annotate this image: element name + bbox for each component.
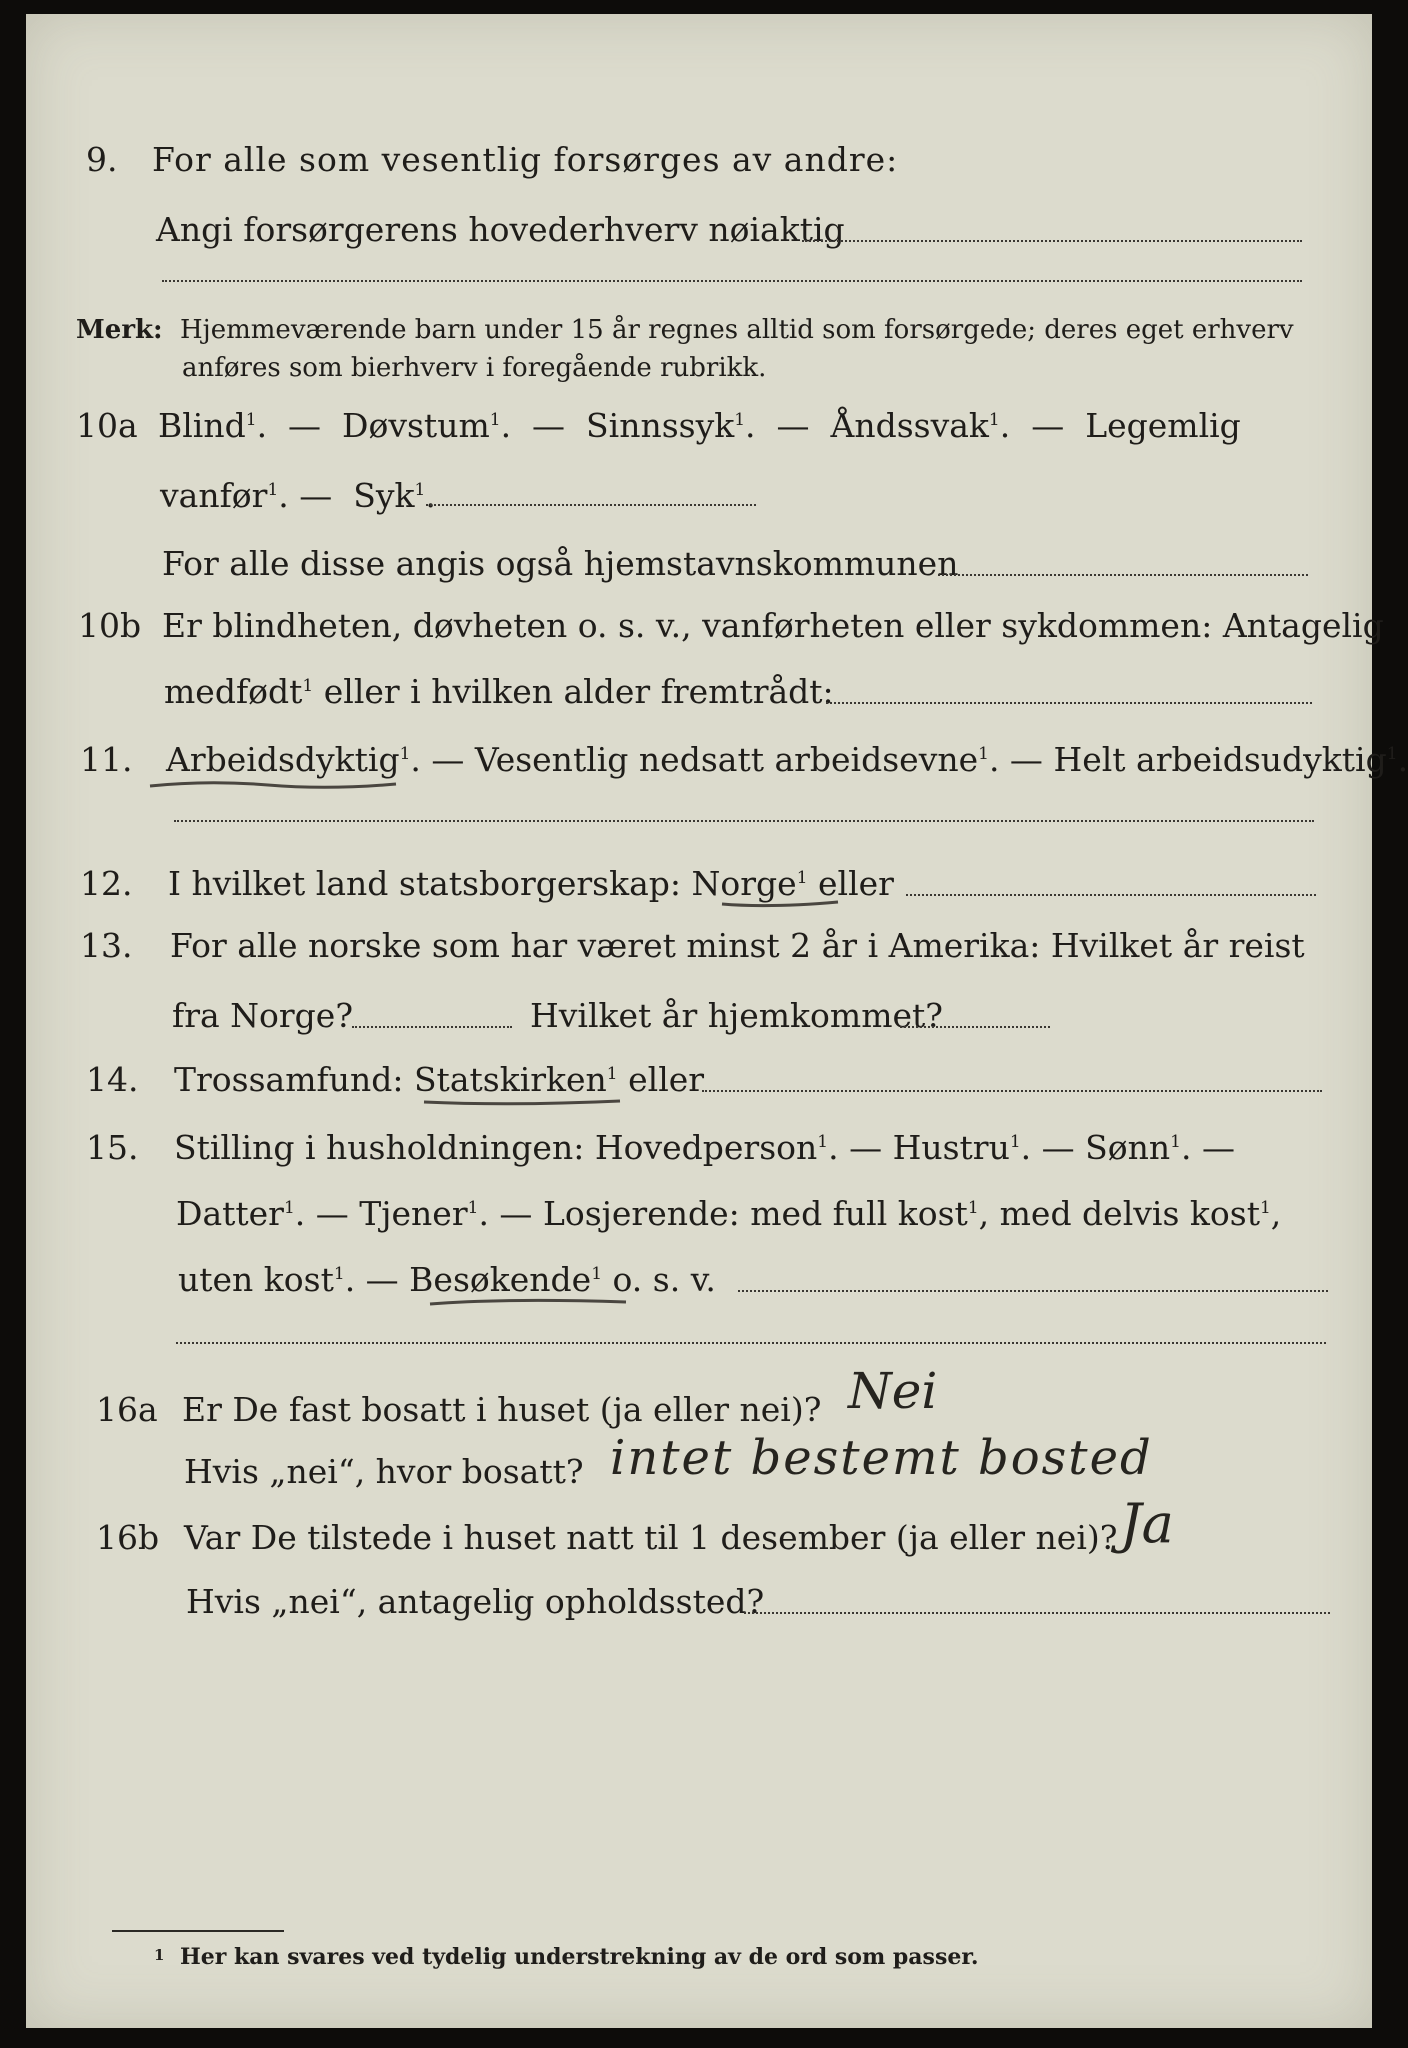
merk-label: Merk: [76,315,163,345]
option-legemlig[interactable]: Legemlig [1085,406,1241,445]
footnote-mark: 1 [154,1946,165,1964]
option-andssvak[interactable]: Åndssvak [830,406,989,445]
q16a-number: 16a [96,1390,158,1429]
q16b-prompt: Var De tilstede i huset natt til 1 desember (ja eller nei)? [184,1518,1118,1557]
option-blind[interactable]: Blind [158,406,246,445]
option-hustru[interactable]: Hustru [892,1128,1010,1167]
option-arbeidsudyktig[interactable]: Helt arbeidsudyktig [1053,740,1387,779]
q16a-prompt: Er De fast bosatt i huset (ja eller nei)? [182,1390,822,1429]
q14-number: 14. [86,1060,139,1099]
q12-answer-line[interactable] [906,894,1316,896]
besokende-underline [428,1296,628,1304]
q9-number: 9. [86,140,118,179]
q10a-options-2: vanfør$^1$. — Syk$^1$. [160,476,436,515]
q11-extra-answer-line[interactable] [174,820,1314,822]
arbeidsdyktig-underline [148,778,398,786]
q16a-bosatt-handwritten-answer[interactable]: intet bestemt bosted [610,1430,1153,1486]
q15-extra-answer-line[interactable] [176,1342,1326,1344]
option-norge[interactable]: Norge [691,864,797,903]
option-nedsatt[interactable]: Vesentlig nedsatt arbeidsevne [474,740,979,779]
option-sonn[interactable]: Sønn [1085,1128,1171,1167]
q10a-hjemstavn-answer-line[interactable] [938,574,1308,576]
option-dovstum[interactable]: Døvstum [342,406,490,445]
option-vanfor[interactable]: vanfør [160,476,268,515]
q9-answer-line[interactable] [802,240,1302,242]
option-full-kost[interactable]: med full kost [750,1194,968,1233]
q15-options-1: Stilling i husholdningen: Hovedperson$^1$. — Hustru$^1$. — Sønn$^1$. — [174,1128,1235,1167]
footnote-rule [112,1930,284,1932]
q12-number: 12. [80,864,133,903]
q14-answer-line[interactable] [702,1090,1322,1092]
q13-hjemkommet-prompt: Hvilket år hjemkommet? [530,996,943,1035]
q10a-options: Blind$^1$. — Døvstum$^1$. — Sinnssyk$^1$. — Åndssvak$^1$. — Legemlig [158,406,1241,445]
q10b-answer-line[interactable] [826,702,1312,704]
footnote-text: Her kan svares ved tydelig understrekning av de ord som passer. [180,1944,979,1970]
q16a-handwritten-answer[interactable]: Nei [848,1362,938,1420]
q10b-prompt: Er blindheten, døvheten o. s. v., vanførheten eller sykdommen: Antagelig [162,606,1384,645]
q16a-bosatt-prompt: Hvis „nei“, hvor bosatt? [184,1452,584,1491]
q15-answer-line[interactable] [738,1290,1328,1292]
q13-reist-answer-line[interactable] [352,1026,512,1028]
q13-reist-prompt: fra Norge? [172,996,354,1035]
option-datter[interactable]: Datter [176,1194,284,1233]
option-syk[interactable]: Syk [353,476,415,515]
statskirken-underline [422,1096,622,1104]
q10b-number: 10b [78,606,142,645]
q16b-handwritten-answer[interactable]: Ja [1120,1492,1174,1555]
q13-hjemkommet-answer-line[interactable] [900,1026,1050,1028]
option-statskirken[interactable]: Statskirken [413,1060,607,1099]
merk-text-1: Hjemmeværende barn under 15 år regnes alltid som forsørgede; deres eget erhverv [180,315,1294,345]
option-medfodt[interactable]: medfødt [164,672,303,711]
q13-prompt: For alle norske som har været minst 2 år i Amerika: Hvilket år reist [170,926,1305,965]
q11-number: 11. [80,740,133,779]
q14-prompt: Trossamfund: Statskirken$^1$ eller [174,1060,705,1099]
q16b-answer-line[interactable] [744,1612,1330,1614]
option-sinnssyk[interactable]: Sinnssyk [586,406,735,445]
option-delvis-kost[interactable]: med delvis kost [999,1194,1260,1233]
q10a-number: 10a [76,406,138,445]
q10a-syk-answer-line[interactable] [426,504,756,506]
q16b-opholdssted-prompt: Hvis „nei“, antagelig opholdssted? [186,1582,765,1621]
q15-options-2: Datter$^1$. — Tjener$^1$. — Losjerende: med full kost$^1$, med delvis kost$^1$, [176,1194,1282,1233]
q12-prompt: I hvilket land statsborgerskap: Norge$^1$ eller [168,864,894,903]
q15-number: 15. [86,1128,139,1167]
norge-underline [720,898,840,906]
option-besokende[interactable]: Besøkende [409,1260,592,1299]
q15-options-3: uten kost$^1$. — Besøkende$^1$ o. s. v. [178,1260,716,1299]
q9-extra-answer-line[interactable] [162,280,1302,282]
q9-prompt: Angi forsørgerens hovederhverv nøiaktig [156,210,845,249]
census-form-page [26,14,1408,2028]
q16b-number: 16b [96,1518,160,1557]
option-arbeidsdyktig[interactable]: Arbeidsdyktig [166,740,400,779]
q11-options: Arbeidsdyktig$^1$. — Vesentlig nedsatt arbeidsevne$^1$. — Helt arbeidsudyktig$^1$. [166,740,1408,779]
option-uten-kost[interactable]: uten kost [178,1260,334,1299]
option-hovedperson[interactable]: Hovedperson [594,1128,818,1167]
q10b-prompt-2: medfødt$^1$ eller i hvilken alder fremtrådt: [164,672,834,711]
option-tjener[interactable]: Tjener [359,1194,468,1233]
q9-heading: For alle som vesentlig forsørges av andre: [152,140,899,179]
q13-number: 13. [80,926,133,965]
q10a-hjemstavn-prompt: For alle disse angis også hjemstavnskommunen [162,544,959,583]
merk-text-2: anføres som bierhverv i foregående rubrikk. [182,353,767,383]
